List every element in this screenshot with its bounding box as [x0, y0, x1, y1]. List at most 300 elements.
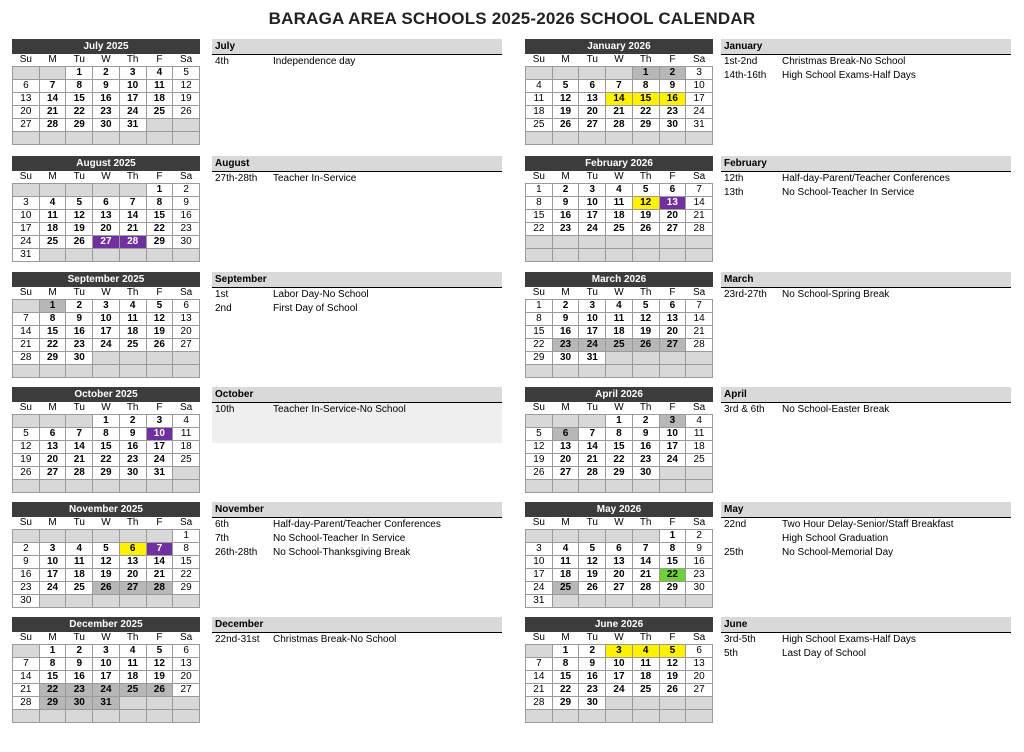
day-cell: 19 [632, 210, 659, 223]
day-cell: 6 [659, 300, 686, 313]
weekday-label: F [146, 402, 173, 415]
day-cell: 21 [579, 454, 606, 467]
month-grid [525, 632, 713, 723]
day-cell: 12 [552, 93, 579, 106]
empty-cell [39, 184, 66, 197]
day-cell: 19 [93, 569, 120, 582]
events-heading: October [212, 387, 502, 403]
event-description: Christmas Break-No School [273, 634, 397, 645]
day-cell: 24 [119, 106, 146, 119]
day-cell: 7 [66, 428, 93, 441]
empty-cell [606, 595, 633, 608]
day-cell: 18 [606, 210, 633, 223]
empty-cell [552, 595, 579, 608]
event-row [721, 633, 1011, 647]
day-cell: 19 [146, 671, 173, 684]
day-cell: 10 [579, 197, 606, 210]
day-cell: 17 [686, 93, 713, 106]
events-heading: July [212, 39, 502, 55]
day-cell: 25 [66, 582, 93, 595]
weekday-label: Tu [579, 54, 606, 67]
empty-cell [632, 697, 659, 710]
day-cell: 14 [119, 210, 146, 223]
day-cell: 25 [173, 454, 200, 467]
day-cell: 15 [39, 326, 66, 339]
day-cell: 30 [173, 236, 200, 249]
day-cell: 10 [39, 556, 66, 569]
events-heading: January [721, 39, 1011, 55]
day-cell: 1 [606, 415, 633, 428]
empty-cell [686, 236, 713, 249]
empty-cell [66, 249, 93, 262]
weekday-label: F [146, 171, 173, 184]
empty-cell [552, 236, 579, 249]
day-cell: 1 [526, 184, 553, 197]
day-cell: 15 [526, 326, 553, 339]
weekday-label: M [39, 287, 66, 300]
day-cell: 3 [579, 184, 606, 197]
event-date: 3rd-5th [724, 634, 756, 645]
day-cell: 17 [93, 326, 120, 339]
day-cell: 27 [13, 119, 40, 132]
month-calendar [525, 617, 713, 723]
day-cell: 3 [13, 197, 40, 210]
day-cell: 29 [606, 467, 633, 480]
day-cell: 5 [13, 428, 40, 441]
month-title: May 2026 [525, 502, 713, 517]
empty-cell [606, 132, 633, 145]
day-cell: 29 [39, 352, 66, 365]
day-cell: 5 [552, 80, 579, 93]
day-cell: 30 [66, 697, 93, 710]
day-cell: 13 [606, 556, 633, 569]
month-calendar [12, 39, 200, 145]
event-description: High School Exams-Half Days [782, 634, 916, 645]
day-cell: 24 [606, 684, 633, 697]
empty-cell [39, 530, 66, 543]
empty-cell [66, 480, 93, 493]
empty-cell [39, 249, 66, 262]
empty-cell [13, 365, 40, 378]
day-cell: 13 [173, 313, 200, 326]
day-cell: 25 [606, 223, 633, 236]
day-cell: 9 [93, 80, 120, 93]
day-cell: 20 [659, 326, 686, 339]
day-cell: 22 [39, 339, 66, 352]
day-cell: 19 [173, 93, 200, 106]
empty-cell [659, 365, 686, 378]
day-cell: 5 [526, 428, 553, 441]
weekday-label: Sa [173, 287, 200, 300]
empty-cell [606, 352, 633, 365]
event-description: No School-Teacher In Service [273, 533, 406, 544]
day-cell: 15 [526, 210, 553, 223]
day-cell: 28 [66, 467, 93, 480]
day-cell: 28 [686, 339, 713, 352]
day-cell: 16 [119, 441, 146, 454]
day-cell: 3 [93, 645, 120, 658]
event-row [721, 546, 1011, 560]
day-cell: 18 [173, 441, 200, 454]
day-cell: 6 [659, 184, 686, 197]
empty-cell [13, 132, 40, 145]
day-cell: 29 [66, 119, 93, 132]
day-cell: 4 [686, 415, 713, 428]
day-cell: 26 [146, 684, 173, 697]
day-cell: 10 [659, 428, 686, 441]
event-description: Two Hour Delay-Senior/Staff Breakfast [782, 519, 954, 530]
day-cell: 9 [173, 197, 200, 210]
empty-cell [526, 132, 553, 145]
month-events [721, 39, 1011, 83]
weekday-label: Sa [686, 171, 713, 184]
empty-cell [173, 365, 200, 378]
weekday-label: M [552, 171, 579, 184]
day-cell: 17 [39, 569, 66, 582]
empty-cell [66, 184, 93, 197]
day-cell: 22 [632, 106, 659, 119]
empty-cell [146, 352, 173, 365]
day-cell: 17 [146, 441, 173, 454]
empty-cell [93, 184, 120, 197]
day-cell: 18 [526, 106, 553, 119]
day-cell: 23 [66, 684, 93, 697]
day-cell: 12 [659, 658, 686, 671]
weekday-label: Th [632, 402, 659, 415]
weekday-label: W [93, 517, 120, 530]
day-cell: 9 [552, 313, 579, 326]
month-events [212, 39, 502, 69]
day-cell: 8 [606, 428, 633, 441]
empty-cell [146, 710, 173, 723]
weekday-label: W [93, 54, 120, 67]
day-cell: 23 [173, 223, 200, 236]
event-date: 14th-16th [724, 70, 767, 81]
day-cell: 11 [526, 93, 553, 106]
empty-cell [606, 530, 633, 543]
day-cell: 24 [39, 582, 66, 595]
day-cell: 30 [579, 697, 606, 710]
event-description: Half-day-Parent/Teacher Conferences [273, 519, 441, 530]
month-title: September 2025 [12, 272, 200, 287]
month-title: June 2026 [525, 617, 713, 632]
day-cell: 22 [606, 454, 633, 467]
empty-cell [39, 595, 66, 608]
event-row [721, 172, 1011, 186]
empty-cell [659, 249, 686, 262]
day-cell: 1 [526, 300, 553, 313]
weekday-label: F [659, 517, 686, 530]
day-cell: 15 [93, 441, 120, 454]
empty-cell [632, 530, 659, 543]
day-cell: 11 [146, 80, 173, 93]
day-cell: 23 [66, 339, 93, 352]
weekday-label: Sa [686, 632, 713, 645]
day-cell: 13 [119, 556, 146, 569]
day-cell: 29 [632, 119, 659, 132]
empty-cell [66, 365, 93, 378]
day-cell: 29 [93, 467, 120, 480]
day-cell: 29 [173, 582, 200, 595]
empty-cell [173, 119, 200, 132]
weekday-label: M [552, 54, 579, 67]
empty-cell [552, 132, 579, 145]
day-cell: 16 [173, 210, 200, 223]
empty-cell [146, 132, 173, 145]
day-cell: 14 [66, 441, 93, 454]
day-cell: 16 [66, 326, 93, 339]
weekday-label: Th [632, 287, 659, 300]
weekday-label: Su [13, 632, 40, 645]
weekday-label: M [552, 632, 579, 645]
day-cell: 1 [39, 300, 66, 313]
empty-cell [606, 236, 633, 249]
day-cell: 18 [606, 326, 633, 339]
day-cell: 3 [146, 415, 173, 428]
weekday-label: M [39, 54, 66, 67]
event-row [212, 302, 502, 316]
day-cell: 8 [659, 543, 686, 556]
empty-cell [606, 480, 633, 493]
day-cell: 5 [146, 300, 173, 313]
day-cell: 1 [39, 645, 66, 658]
empty-cell [579, 480, 606, 493]
weekday-label: W [606, 402, 633, 415]
day-cell: 5 [146, 645, 173, 658]
day-cell: 6 [686, 645, 713, 658]
empty-cell [13, 530, 40, 543]
weekday-label: Tu [579, 517, 606, 530]
day-cell: 13 [39, 441, 66, 454]
weekday-label: Tu [66, 54, 93, 67]
empty-cell [119, 595, 146, 608]
event-date: 2nd [215, 303, 232, 314]
empty-cell [632, 595, 659, 608]
day-cell: 2 [66, 300, 93, 313]
empty-cell [93, 132, 120, 145]
event-row [721, 647, 1011, 661]
day-cell: 25 [686, 454, 713, 467]
weekday-label: Tu [579, 402, 606, 415]
day-cell: 9 [686, 543, 713, 556]
day-cell: 8 [552, 658, 579, 671]
month-grid [525, 517, 713, 608]
weekday-label: F [659, 171, 686, 184]
day-cell: 7 [146, 543, 173, 556]
day-cell: 19 [13, 454, 40, 467]
day-cell: 16 [579, 671, 606, 684]
event-row [212, 403, 502, 417]
day-cell: 26 [146, 339, 173, 352]
day-cell: 26 [93, 582, 120, 595]
day-cell: 19 [146, 326, 173, 339]
empty-cell [686, 467, 713, 480]
day-cell: 21 [13, 684, 40, 697]
day-cell: 30 [552, 352, 579, 365]
empty-cell [659, 352, 686, 365]
event-description: Half-day-Parent/Teacher Conferences [782, 173, 950, 184]
day-cell: 23 [552, 339, 579, 352]
empty-cell [659, 467, 686, 480]
empty-cell [173, 467, 200, 480]
day-cell: 8 [39, 313, 66, 326]
day-cell: 19 [552, 106, 579, 119]
weekday-label: F [146, 632, 173, 645]
day-cell: 26 [579, 582, 606, 595]
empty-cell [146, 595, 173, 608]
day-cell: 14 [13, 326, 40, 339]
empty-cell [39, 415, 66, 428]
day-cell: 11 [606, 197, 633, 210]
day-cell: 20 [173, 671, 200, 684]
weekday-label: W [606, 287, 633, 300]
empty-cell [606, 697, 633, 710]
day-cell: 26 [552, 119, 579, 132]
empty-cell [632, 365, 659, 378]
day-cell: 18 [119, 326, 146, 339]
month-grid [12, 54, 200, 145]
event-description: Independence day [273, 56, 356, 67]
day-cell: 13 [552, 441, 579, 454]
day-cell: 18 [39, 223, 66, 236]
day-cell: 16 [13, 569, 40, 582]
day-cell: 20 [39, 454, 66, 467]
day-cell: 11 [119, 313, 146, 326]
weekday-label: W [93, 402, 120, 415]
event-date: 26th-28th [215, 547, 258, 558]
day-cell: 17 [526, 569, 553, 582]
empty-cell [606, 67, 633, 80]
empty-cell [686, 710, 713, 723]
day-cell: 4 [119, 300, 146, 313]
events-heading: August [212, 156, 502, 172]
day-cell: 2 [686, 530, 713, 543]
day-cell: 28 [526, 697, 553, 710]
empty-cell [93, 249, 120, 262]
day-cell: 6 [173, 300, 200, 313]
weekday-label: Tu [66, 517, 93, 530]
day-cell: 12 [632, 313, 659, 326]
empty-cell [686, 697, 713, 710]
weekday-label: F [659, 287, 686, 300]
event-date: 22nd-31st [215, 634, 260, 645]
day-cell: 28 [13, 697, 40, 710]
day-cell: 2 [552, 300, 579, 313]
day-cell: 23 [659, 106, 686, 119]
weekday-label: M [39, 402, 66, 415]
day-cell: 25 [119, 339, 146, 352]
day-cell: 7 [606, 80, 633, 93]
day-cell: 15 [66, 93, 93, 106]
event-date: 22nd [724, 519, 747, 530]
empty-cell [606, 710, 633, 723]
day-cell: 24 [526, 582, 553, 595]
empty-cell [686, 249, 713, 262]
day-cell: 30 [66, 352, 93, 365]
day-cell: 31 [686, 119, 713, 132]
day-cell: 5 [173, 67, 200, 80]
empty-cell [686, 365, 713, 378]
day-cell: 10 [93, 313, 120, 326]
event-date: 12th [724, 173, 744, 184]
day-cell: 22 [173, 569, 200, 582]
day-cell: 23 [632, 454, 659, 467]
day-cell: 8 [173, 543, 200, 556]
weekday-label: F [146, 517, 173, 530]
empty-cell [552, 365, 579, 378]
day-cell: 22 [526, 223, 553, 236]
day-cell: 30 [119, 467, 146, 480]
weekday-label: Su [13, 171, 40, 184]
event-description: No School-Easter Break [782, 404, 890, 415]
weekday-label: Su [526, 632, 553, 645]
day-cell: 24 [579, 339, 606, 352]
event-description: High School Exams-Half Days [782, 70, 916, 81]
day-cell: 22 [93, 454, 120, 467]
month-events [212, 387, 502, 443]
empty-cell [659, 236, 686, 249]
day-cell: 10 [606, 658, 633, 671]
month-calendar [525, 39, 713, 145]
day-cell: 11 [173, 428, 200, 441]
empty-cell [39, 480, 66, 493]
day-cell: 18 [146, 93, 173, 106]
weekday-label: W [606, 517, 633, 530]
weekday-label: W [606, 54, 633, 67]
event-date: 27th-28th [215, 173, 258, 184]
empty-cell [13, 480, 40, 493]
empty-cell [552, 710, 579, 723]
empty-cell [39, 67, 66, 80]
day-cell: 21 [66, 454, 93, 467]
day-cell: 6 [579, 80, 606, 93]
empty-cell [526, 415, 553, 428]
month-events [212, 156, 502, 186]
empty-cell [119, 697, 146, 710]
day-cell: 20 [659, 210, 686, 223]
day-cell: 21 [146, 569, 173, 582]
day-cell: 25 [39, 236, 66, 249]
event-description: No School-Memorial Day [782, 547, 894, 558]
event-description: Teacher In-Service-No School [273, 404, 406, 415]
day-cell: 3 [659, 415, 686, 428]
empty-cell [173, 595, 200, 608]
day-cell: 17 [119, 93, 146, 106]
day-cell: 29 [39, 697, 66, 710]
day-cell: 5 [579, 543, 606, 556]
month-title: July 2025 [12, 39, 200, 54]
day-cell: 25 [632, 684, 659, 697]
day-cell: 1 [552, 645, 579, 658]
day-cell: 11 [39, 210, 66, 223]
empty-cell [606, 365, 633, 378]
weekday-label: M [552, 402, 579, 415]
empty-cell [93, 365, 120, 378]
day-cell: 28 [39, 119, 66, 132]
day-cell: 15 [173, 556, 200, 569]
day-cell: 1 [173, 530, 200, 543]
weekday-label: Su [526, 402, 553, 415]
day-cell: 5 [632, 184, 659, 197]
page-title: BARAGA AREA SCHOOLS 2025-2026 SCHOOL CALENDAR [268, 9, 756, 28]
event-row [212, 518, 502, 532]
day-cell: 2 [579, 645, 606, 658]
events-heading: November [212, 502, 502, 518]
empty-cell [526, 365, 553, 378]
day-cell: 12 [146, 658, 173, 671]
empty-cell [93, 595, 120, 608]
day-cell: 2 [552, 184, 579, 197]
